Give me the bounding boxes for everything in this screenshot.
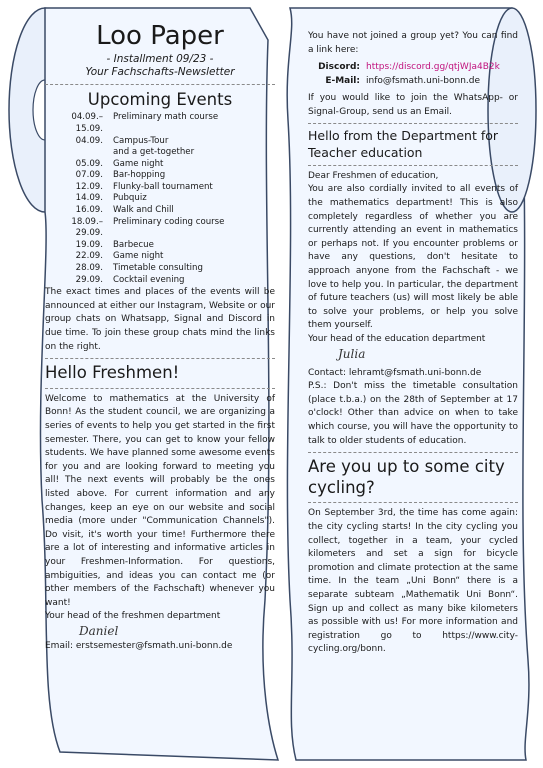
event-row: 22.09. Game night — [75, 251, 164, 262]
freshmen-signature: Daniel — [79, 623, 119, 638]
divider — [45, 358, 275, 359]
event-row: and a get-together — [113, 147, 195, 158]
discord-row — [308, 60, 518, 74]
divider — [308, 502, 518, 503]
cycling-heading: Are you up to some city cycling? — [308, 457, 505, 497]
teacher-heading: Hello from the Department for Teacher education — [308, 128, 499, 160]
teacher-signature: Julia — [338, 346, 366, 361]
events-note: The exact times and places of the events will be announced at either our Instagram, Website or our group chats on Whatsapp, Signal and Discord in due time. To join these group chats mind the links on the right. — [45, 287, 275, 352]
installment-label: - Installment 09/23 - — [106, 52, 214, 65]
newsletter-title: Loo Paper — [96, 21, 224, 51]
freshmen-body: Welcome to mathematics at the University of Bonn! As the student council, we are organizing a series of events to help you get started in the first semester. There, you can get to know your fellow students. We have planned some awesome events for you and are looking forward to meeting you all! The next events will probably be the ones listed above. For current information and any changes, keep an eye on our website and social media (more under "Communication Channels"). Do visit, it's worth your time! Furthermore there are a lot of interesting and informative articles in your Freshmen-Information. For questions, ambiguities, and ideas you can contact me (or other members of the Fachschaft) whenever you want! — [45, 393, 275, 608]
teacher-ps: P.S.: Don't miss the timetable consultation (place t.b.a.) on the 28th of September at 17 o'clock! Other than advice on when to take which course, you will have the opportunity to talk to older students of education. — [308, 381, 518, 446]
email-label: E-Mail: — [325, 76, 360, 87]
divider — [45, 388, 275, 389]
divider — [308, 165, 518, 166]
email-row — [308, 74, 518, 88]
event-row: 05.09. Game night — [75, 158, 164, 169]
newsletter-subtitle: Your Fachschafts-Newsletter — [85, 66, 235, 79]
event-row: 28.09. Timetable consulting — [75, 263, 203, 274]
groups-intro: You have not joined a group yet? You can find a link here: — [308, 31, 518, 55]
freshmen-email[interactable]: Email: erstsemester@fsmath.uni-bonn.de — [45, 640, 233, 651]
left-column — [45, 18, 275, 654]
groups-outro: If you would like to join the WhatsApp- or Signal-Group, send us an Email. — [308, 93, 518, 117]
event-row: 04.09. Campus-Tour — [75, 135, 169, 146]
event-row: 19.09. Barbecue — [75, 239, 154, 250]
divider — [45, 84, 275, 85]
event-row: 18.09.–29.09. Preliminary coding course — [71, 216, 225, 239]
divider — [308, 123, 518, 124]
event-row: 16.09. Walk and Chill — [75, 205, 174, 216]
discord-link[interactable]: https://discord.gg/qtjWJa4B2k — [366, 62, 500, 73]
events-heading: Upcoming Events — [87, 89, 233, 109]
discord-label: Discord: — [318, 62, 360, 73]
cycling-body: On September 3rd, the time has come again: the city cycling starts! In the city cycling you collect, together in a team, your cycled kilometers and set a sign for bicycle promotion and climate protection at the same time. In the team „Uni Bonn“ there is a separate subteam „Mathematik Uni Bonn“. Sign up and collect as many bike kilometers as possible with us! For more information and registration go to https://www.city-cycling.org/bonn. — [308, 508, 518, 655]
event-row: 29.09. Cocktail evening — [75, 274, 185, 285]
freshmen-signoff: Your head of the freshmen department — [45, 611, 221, 622]
teacher-greeting: Dear Freshmen of education, — [308, 170, 439, 181]
email-link[interactable]: info@fsmath.uni-bonn.de — [366, 76, 481, 87]
event-list — [45, 112, 275, 286]
event-row: 12.09. Flunky-ball tournament — [75, 181, 213, 192]
event-row: 04.09.–15.09. Preliminary math course — [71, 112, 219, 134]
freshmen-heading: Hello Freshmen! — [45, 363, 180, 383]
event-row: 14.09. Pubquiz — [75, 193, 147, 204]
right-column — [308, 30, 518, 657]
event-row: 07.09. Bar-hopping — [75, 170, 166, 181]
teacher-body: You are also cordially invited to all events of the mathematics department! This is also completely regardless of whether you are currently attending an event in mathematics or perhaps not. If you encounter problems or have any questions, don't hesitate to approach anyone from the Fachschaft - we love to help you. In particular, the department of future teachers (us) will most likely be able to solve your problems, or help you solve them yourself. — [308, 184, 518, 331]
teacher-contact[interactable]: Contact: lehramt@fsmath.uni-bonn.de — [308, 367, 482, 378]
divider — [308, 452, 518, 453]
teacher-signoff: Your head of the education department — [308, 334, 486, 344]
